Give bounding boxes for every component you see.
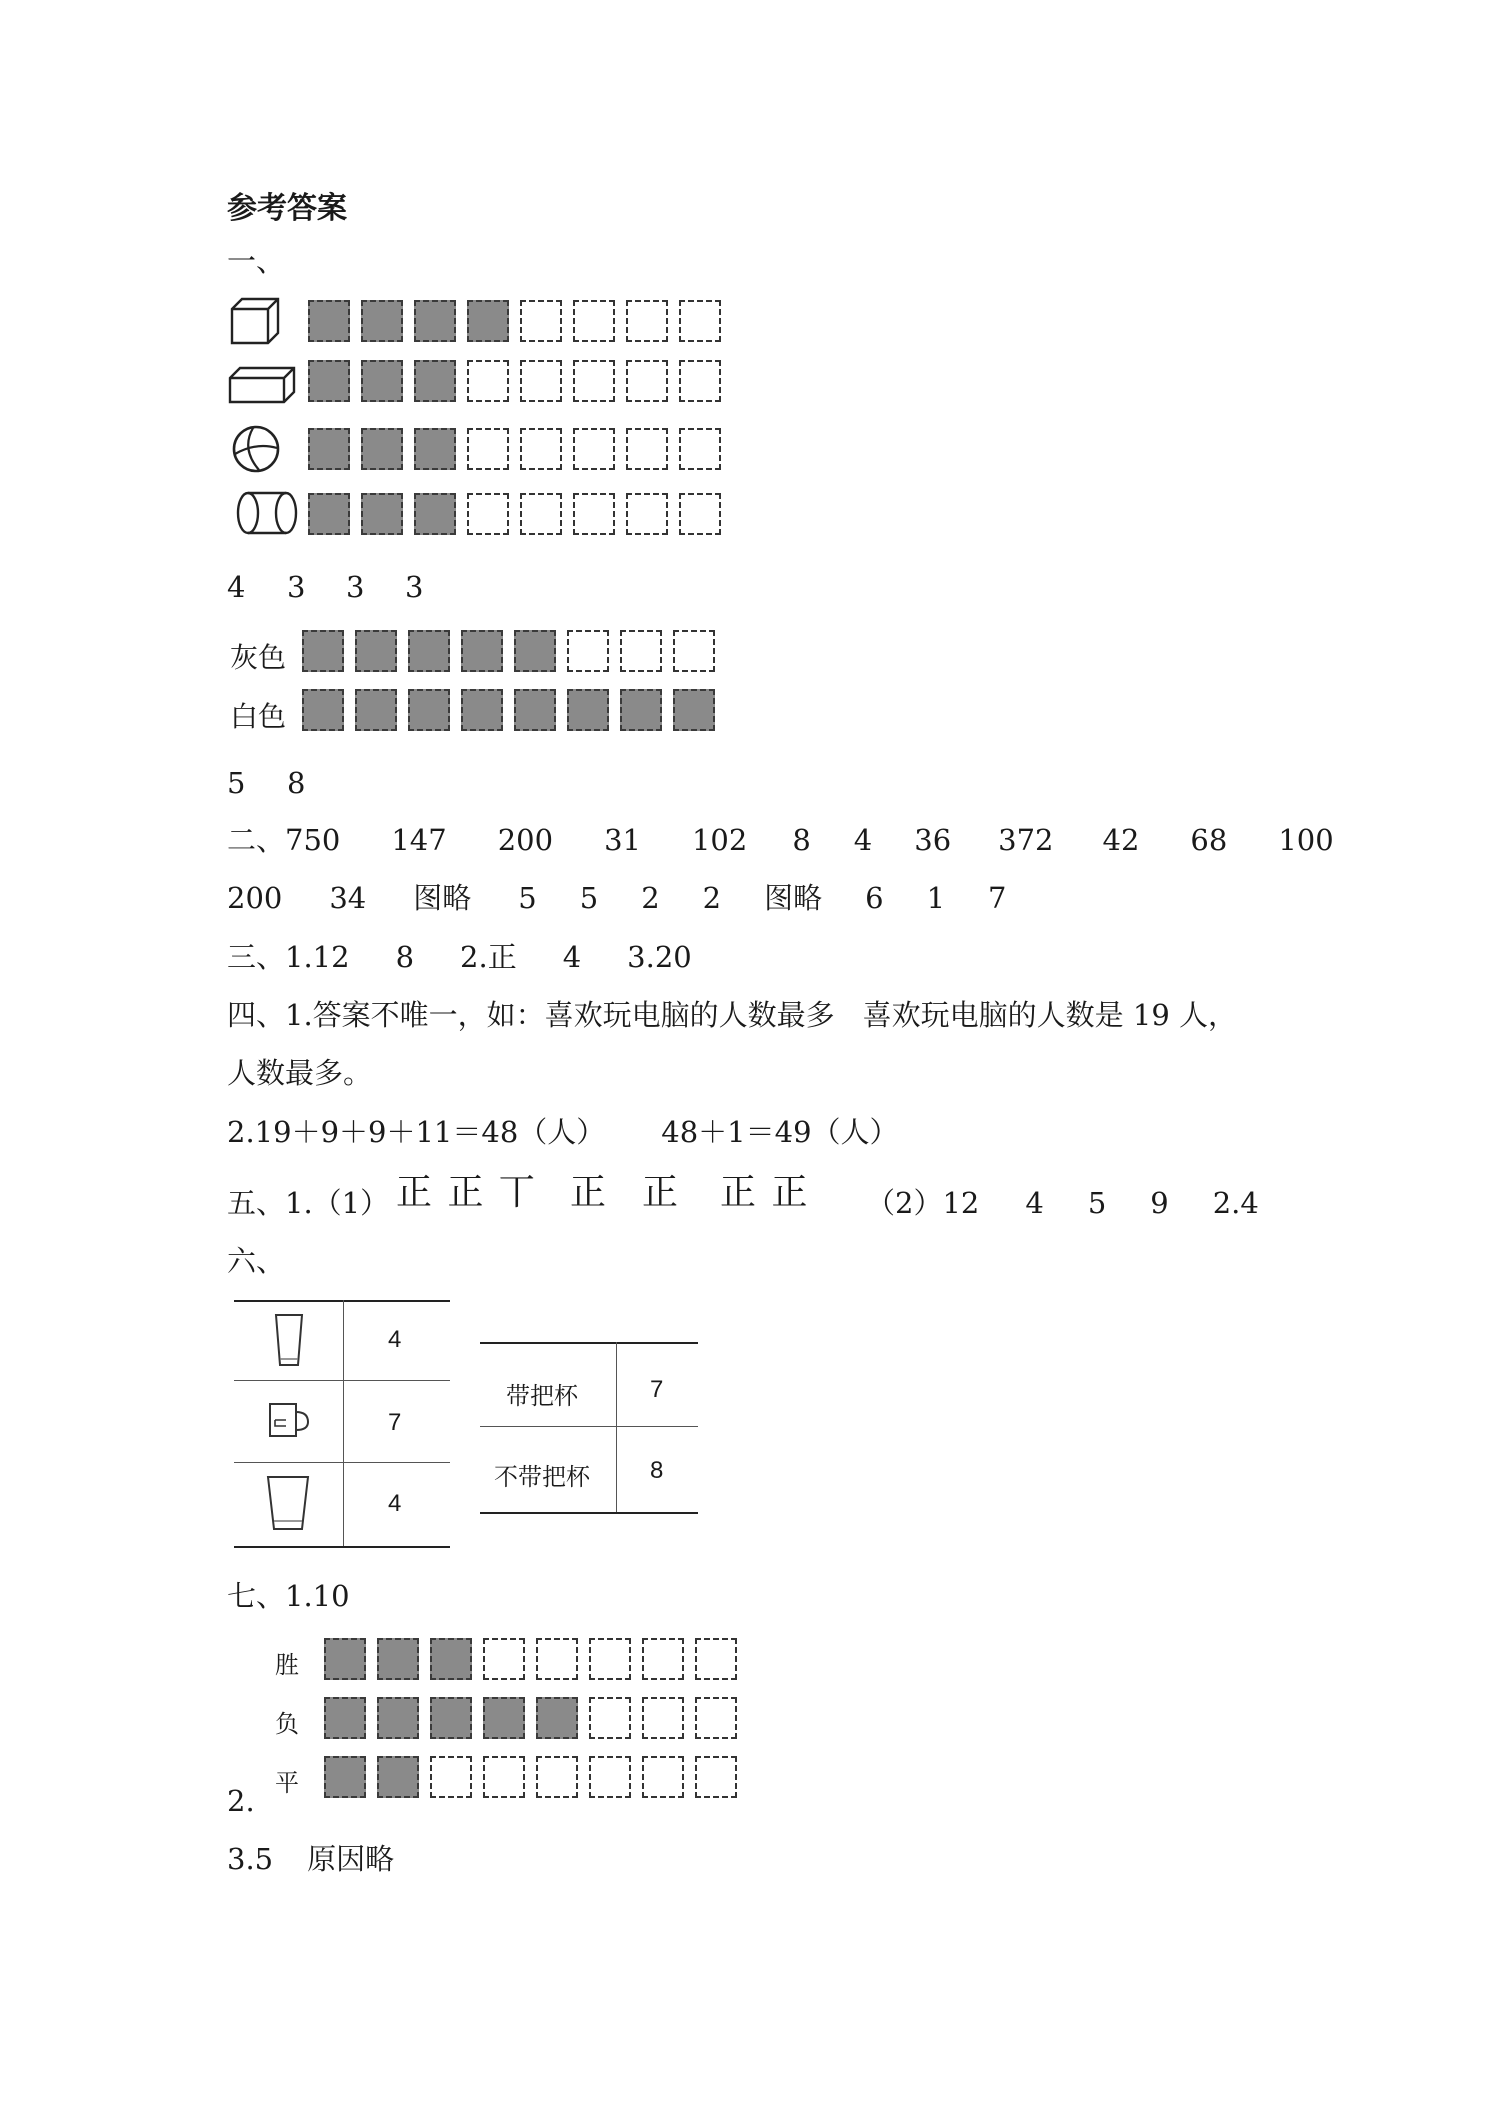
- filled-cell: [414, 493, 456, 535]
- cuboid-icon: [228, 366, 298, 404]
- empty-cell: [626, 360, 668, 402]
- empty-cell: [679, 493, 721, 535]
- row-label-loss: 负: [275, 1710, 299, 1738]
- empty-cell: [467, 360, 509, 402]
- empty-cell: [589, 1697, 631, 1739]
- cylinder-icon: [236, 490, 298, 536]
- left-table-value-2: 7: [388, 1409, 402, 1436]
- gray-bar: [302, 630, 726, 672]
- section-4-line-2: 人数最多。: [227, 1056, 373, 1090]
- filled-cell: [308, 493, 350, 535]
- loss-bar: [324, 1697, 748, 1739]
- shape-answer-2: 3: [287, 570, 306, 604]
- filled-cell: [302, 630, 344, 672]
- color-answer-2: 8: [287, 766, 306, 800]
- filled-cell: [361, 300, 403, 342]
- row-label-draw: 平: [275, 1769, 299, 1797]
- filled-cell: [324, 1756, 366, 1798]
- section-2-line-1: 二、750 147 200 31 102 8 4 36 372 42 68 100: [227, 823, 1334, 857]
- draw-bar: [324, 1756, 748, 1798]
- page-title: 参考答案: [227, 191, 347, 226]
- empty-cell: [467, 493, 509, 535]
- filled-cell: [361, 493, 403, 535]
- filled-cell: [408, 689, 450, 731]
- cube-bar: [308, 300, 732, 342]
- empty-cell: [520, 300, 562, 342]
- filled-cell: [377, 1756, 419, 1798]
- section-1-label: 一、: [227, 244, 286, 278]
- empty-cell: [573, 493, 615, 535]
- tally-2: 正: [570, 1172, 609, 1213]
- cube-icon: [230, 297, 282, 345]
- empty-cell: [467, 428, 509, 470]
- empty-cell: [679, 300, 721, 342]
- empty-cell: [536, 1638, 578, 1680]
- section-7-item-3: 3.5 原因略: [227, 1842, 395, 1876]
- filled-cell: [414, 428, 456, 470]
- filled-cell: [355, 630, 397, 672]
- empty-cell: [695, 1638, 737, 1680]
- empty-cell: [695, 1756, 737, 1798]
- section-4-line-1: 四、1.答案不唯一，如：喜欢玩电脑的人数最多 喜欢玩电脑的人数是 19 人，: [227, 998, 1238, 1032]
- section-7-item-2: 2.: [227, 1784, 255, 1818]
- empty-cell: [589, 1756, 631, 1798]
- tally-3: 正: [642, 1172, 681, 1213]
- section-7-label: 七、1.10: [227, 1579, 350, 1613]
- empty-cell: [642, 1638, 684, 1680]
- section-2-line-2: 200 34 图略 5 5 2 2 图略 6 1 7: [227, 881, 1007, 915]
- shape-answer-4: 3: [405, 570, 424, 604]
- shape-answer-3: 3: [346, 570, 365, 604]
- left-table-value-3: 4: [388, 1490, 402, 1517]
- empty-cell: [620, 630, 662, 672]
- empty-cell: [626, 428, 668, 470]
- tall-glass-icon: [274, 1313, 304, 1369]
- row-label-win: 胜: [275, 1651, 299, 1679]
- filled-cell: [461, 630, 503, 672]
- empty-cell: [573, 300, 615, 342]
- color-label-gray: 灰色: [230, 641, 287, 674]
- empty-cell: [673, 630, 715, 672]
- filled-cell: [361, 360, 403, 402]
- cup-icon: [266, 1473, 310, 1533]
- section-5-prefix: 五、1.（1）: [227, 1186, 390, 1220]
- filled-cell: [430, 1697, 472, 1739]
- filled-cell: [355, 689, 397, 731]
- filled-cell: [377, 1638, 419, 1680]
- cylinder-bar: [308, 493, 732, 535]
- filled-cell: [620, 689, 662, 731]
- left-table-value-1: 4: [388, 1326, 402, 1353]
- empty-cell: [567, 630, 609, 672]
- filled-cell: [377, 1697, 419, 1739]
- right-table-value-2: 8: [650, 1457, 664, 1484]
- filled-cell: [673, 689, 715, 731]
- empty-cell: [626, 300, 668, 342]
- empty-cell: [642, 1697, 684, 1739]
- filled-cell: [324, 1638, 366, 1680]
- right-table-label-1: 带把杯: [506, 1382, 578, 1410]
- right-table-value-1: 7: [650, 1376, 664, 1403]
- win-bar: [324, 1638, 748, 1680]
- right-table-label-2: 不带把杯: [494, 1463, 590, 1491]
- empty-cell: [695, 1697, 737, 1739]
- filled-cell: [308, 360, 350, 402]
- filled-cell: [461, 689, 503, 731]
- filled-cell: [308, 300, 350, 342]
- empty-cell: [589, 1638, 631, 1680]
- shape-answer-1: 4: [227, 570, 246, 604]
- filled-cell: [361, 428, 403, 470]
- section-4-line-3: 2.19＋9＋9＋11＝48（人） 48＋1＝49（人）: [227, 1115, 899, 1149]
- empty-cell: [536, 1756, 578, 1798]
- empty-cell: [520, 428, 562, 470]
- filled-cell: [567, 689, 609, 731]
- cuboid-bar: [308, 360, 732, 402]
- empty-cell: [642, 1756, 684, 1798]
- tally-1: 正 正 丅: [396, 1172, 537, 1213]
- filled-cell: [308, 428, 350, 470]
- filled-cell: [430, 1638, 472, 1680]
- filled-cell: [414, 300, 456, 342]
- empty-cell: [520, 360, 562, 402]
- section-3: 三、1.12 8 2.正 4 3.20: [227, 940, 692, 974]
- tally-4: 正 正: [720, 1172, 810, 1213]
- color-label-white: 白色: [230, 700, 287, 733]
- section-5-rest: （2）12 4 5 9 2.4: [866, 1186, 1259, 1220]
- filled-cell: [324, 1697, 366, 1739]
- empty-cell: [679, 428, 721, 470]
- filled-cell: [536, 1697, 578, 1739]
- empty-cell: [520, 493, 562, 535]
- mug-icon: [266, 1400, 312, 1440]
- empty-cell: [626, 493, 668, 535]
- empty-cell: [483, 1638, 525, 1680]
- white-bar: [302, 689, 726, 731]
- sphere-icon: [231, 424, 281, 474]
- filled-cell: [514, 689, 556, 731]
- color-answer-1: 5: [227, 766, 246, 800]
- filled-cell: [467, 300, 509, 342]
- empty-cell: [573, 428, 615, 470]
- filled-cell: [483, 1697, 525, 1739]
- empty-cell: [430, 1756, 472, 1798]
- filled-cell: [302, 689, 344, 731]
- section-6-label: 六、: [227, 1244, 286, 1278]
- filled-cell: [414, 360, 456, 402]
- filled-cell: [514, 630, 556, 672]
- filled-cell: [408, 630, 450, 672]
- empty-cell: [679, 360, 721, 402]
- sphere-bar: [308, 428, 732, 470]
- empty-cell: [483, 1756, 525, 1798]
- empty-cell: [573, 360, 615, 402]
